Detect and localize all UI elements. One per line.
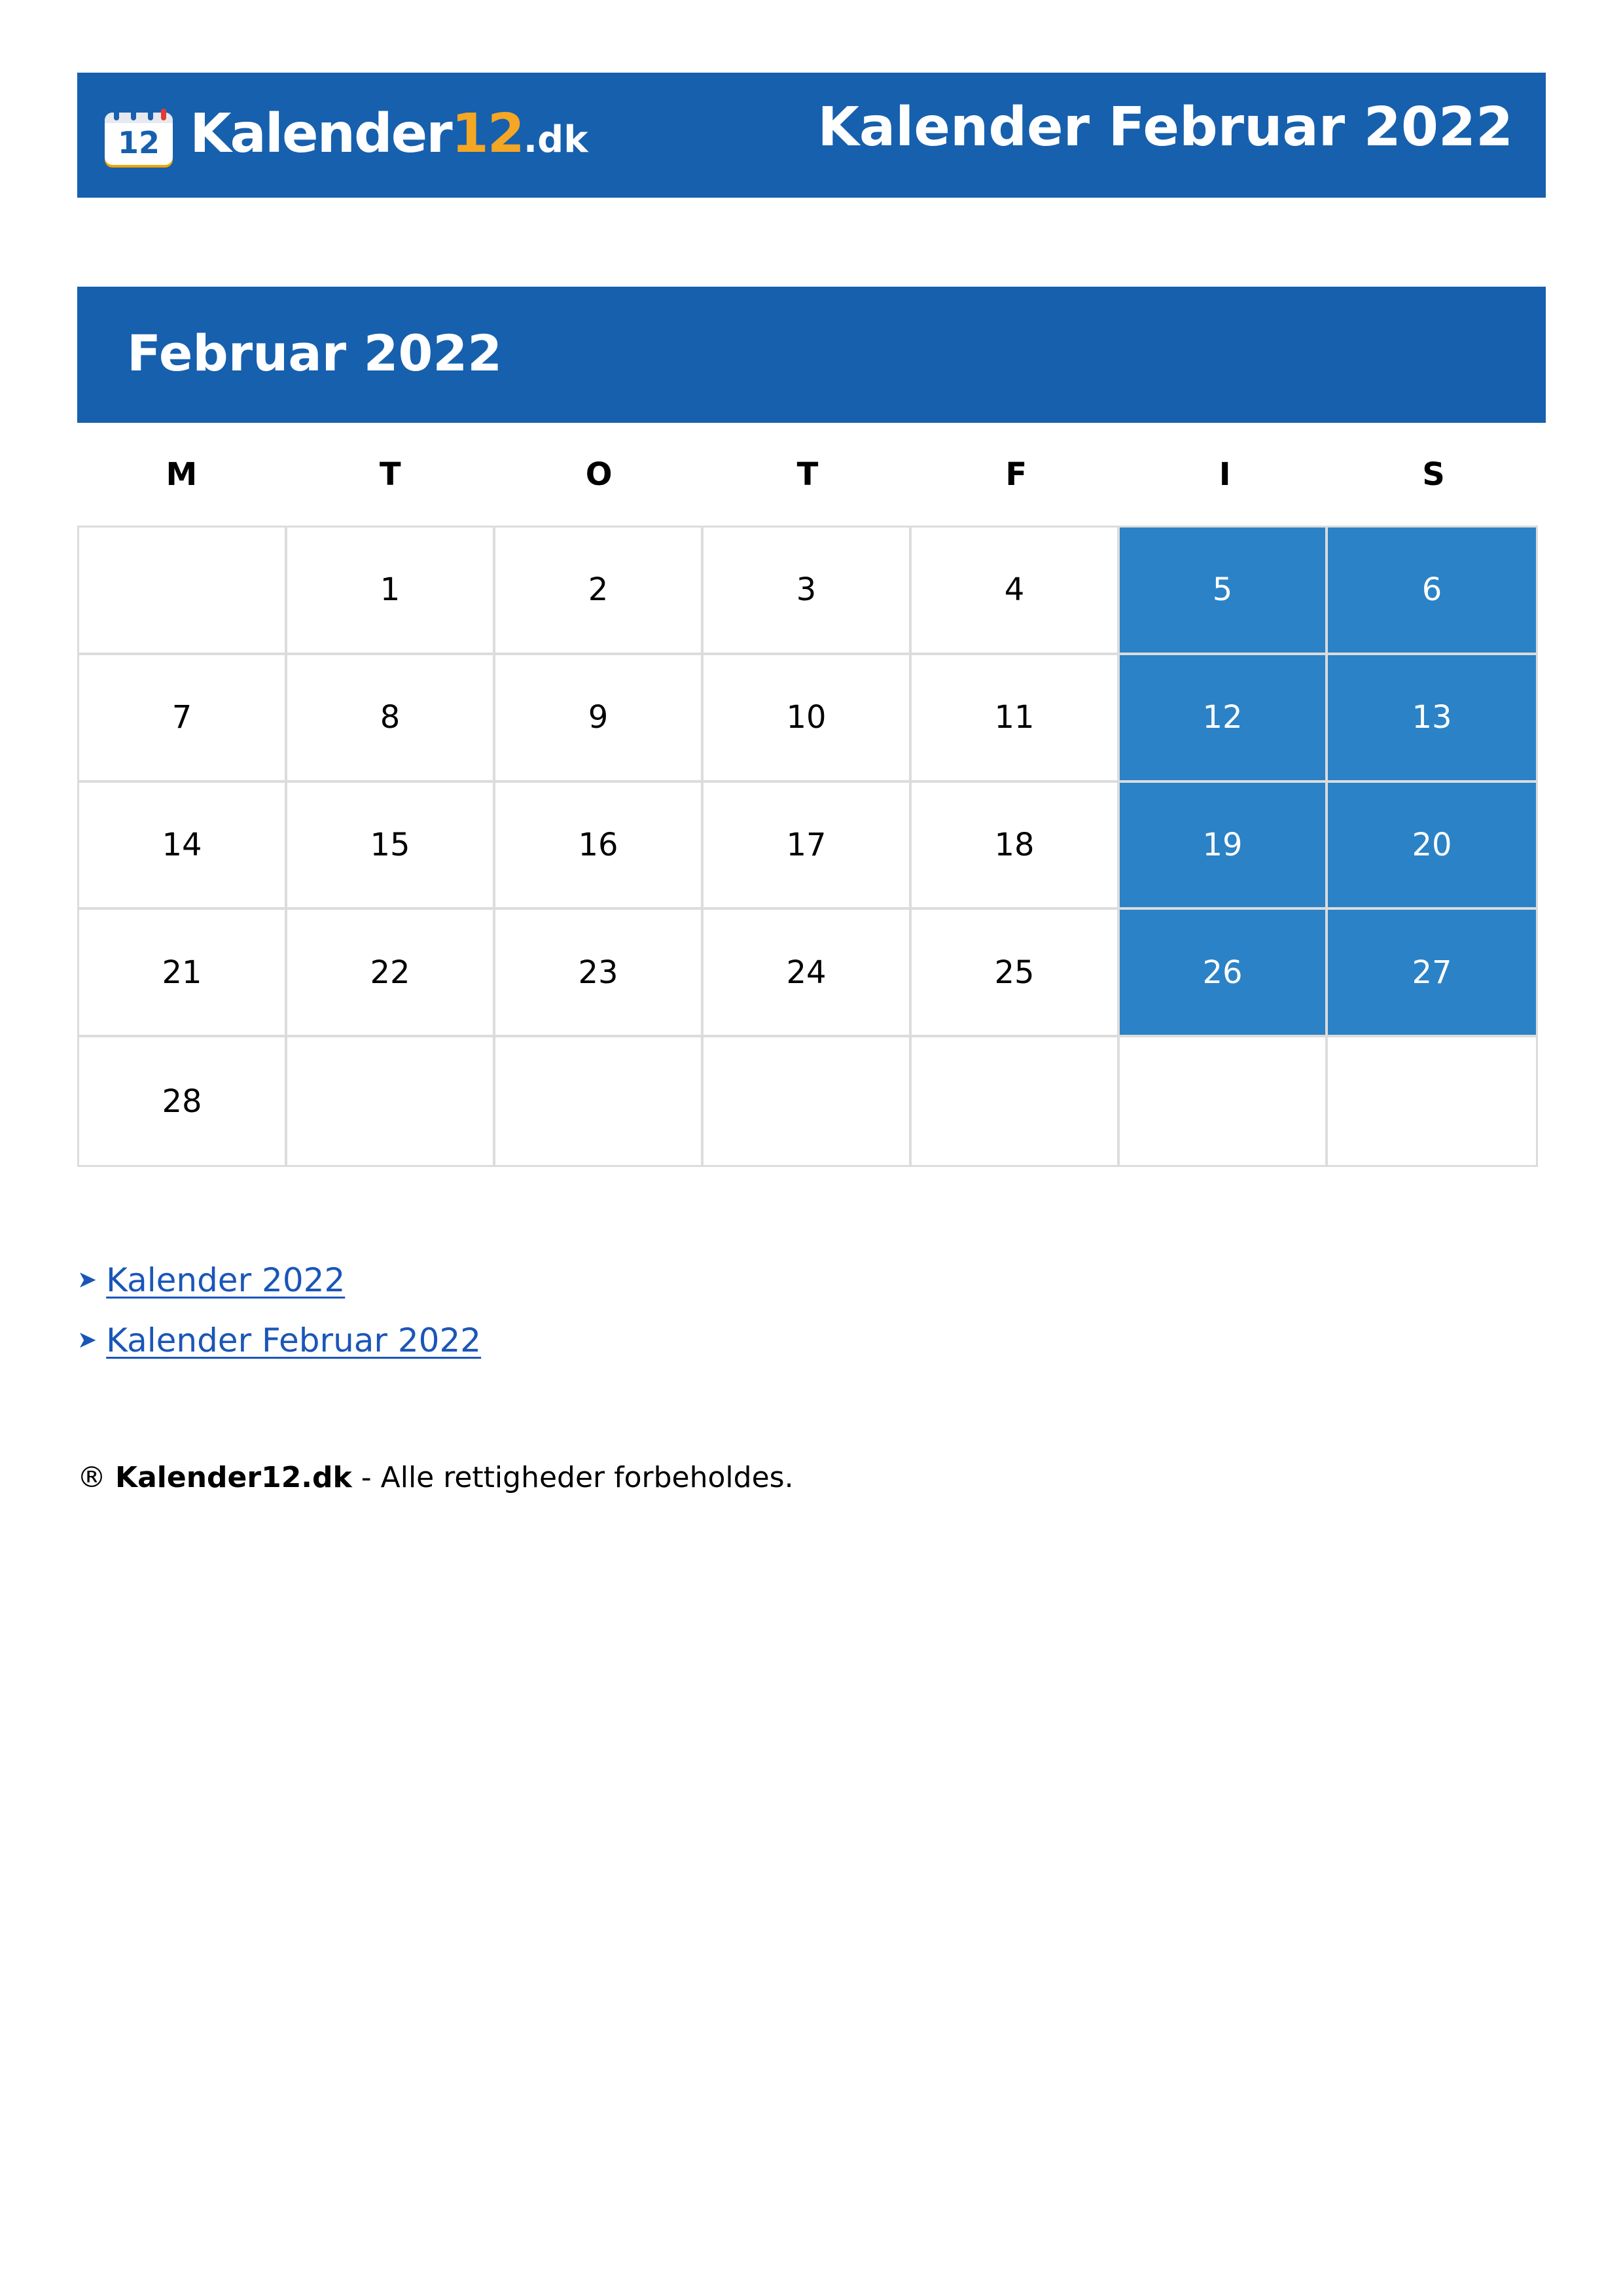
day-cell[interactable]: 15 [287,783,495,910]
logo-text-accent: 12 [451,102,524,165]
link-kalender-februar-2022[interactable]: Kalender Februar 2022 [106,1321,482,1359]
site-header [77,73,1546,198]
day-cell [912,1037,1120,1165]
link-item [77,1310,481,1371]
weekend-day-cell[interactable]: 13 [1328,655,1536,783]
related-links [77,1250,481,1371]
day-cell[interactable]: 28 [79,1037,287,1165]
footer-brand: Kalender12.dk [115,1461,352,1494]
logo-wordmark [190,104,588,170]
footer-copyright [77,1452,794,1504]
day-cell [704,1037,912,1165]
calendar-icon-number: 12 [117,125,160,160]
weekend-day-cell[interactable]: 20 [1328,783,1536,910]
arrow-icon: ➤ [77,1327,98,1354]
weekday-label: O [585,456,613,493]
site-logo[interactable] [105,102,588,167]
day-cell[interactable]: 7 [79,655,287,783]
day-cell[interactable]: 22 [287,910,495,1037]
calendar-icon [105,109,173,165]
weekday-header-row [77,445,1538,504]
weekday-label: T [796,456,819,493]
calendar-grid [77,526,1538,1167]
weekend-day-cell[interactable]: 6 [1328,528,1536,655]
day-cell[interactable]: 14 [79,783,287,910]
weekday-label: F [1005,456,1027,493]
day-cell[interactable]: 24 [704,910,912,1037]
day-cell[interactable]: 10 [704,655,912,783]
weekday-label: T [379,456,401,493]
day-cell[interactable]: 23 [495,910,704,1037]
registered-symbol: ® [77,1461,106,1494]
logo-text-tld: .dk [523,118,588,161]
month-title: Februar 2022 [127,324,503,382]
day-cell [1328,1037,1536,1165]
day-cell[interactable]: 3 [704,528,912,655]
weekend-day-cell[interactable]: 26 [1120,910,1328,1037]
day-cell[interactable]: 8 [287,655,495,783]
footer-text: - Alle rettigheder forbeholdes. [351,1461,794,1494]
weekday-label: I [1219,456,1231,493]
logo-text-main: Kalender [190,102,452,165]
day-cell [79,528,287,655]
weekend-day-cell[interactable]: 12 [1120,655,1328,783]
page-title: Kalender Februar 2022 [817,96,1513,158]
link-kalender-2022[interactable]: Kalender 2022 [106,1261,346,1299]
link-item [77,1250,481,1310]
day-cell[interactable]: 4 [912,528,1120,655]
day-cell[interactable]: 1 [287,528,495,655]
day-cell[interactable]: 17 [704,783,912,910]
day-cell[interactable]: 16 [495,783,704,910]
day-cell [287,1037,495,1165]
day-cell[interactable]: 9 [495,655,704,783]
weekend-day-cell[interactable]: 19 [1120,783,1328,910]
day-cell[interactable]: 11 [912,655,1120,783]
weekend-day-cell[interactable]: 27 [1328,910,1536,1037]
month-header [77,287,1546,423]
weekday-label: S [1422,456,1445,493]
weekday-label: M [166,456,198,493]
day-cell[interactable]: 2 [495,528,704,655]
weekend-day-cell[interactable]: 5 [1120,528,1328,655]
day-cell [495,1037,704,1165]
day-cell[interactable]: 21 [79,910,287,1037]
day-cell[interactable]: 25 [912,910,1120,1037]
day-cell [1120,1037,1328,1165]
arrow-icon: ➤ [77,1266,98,1293]
day-cell[interactable]: 18 [912,783,1120,910]
